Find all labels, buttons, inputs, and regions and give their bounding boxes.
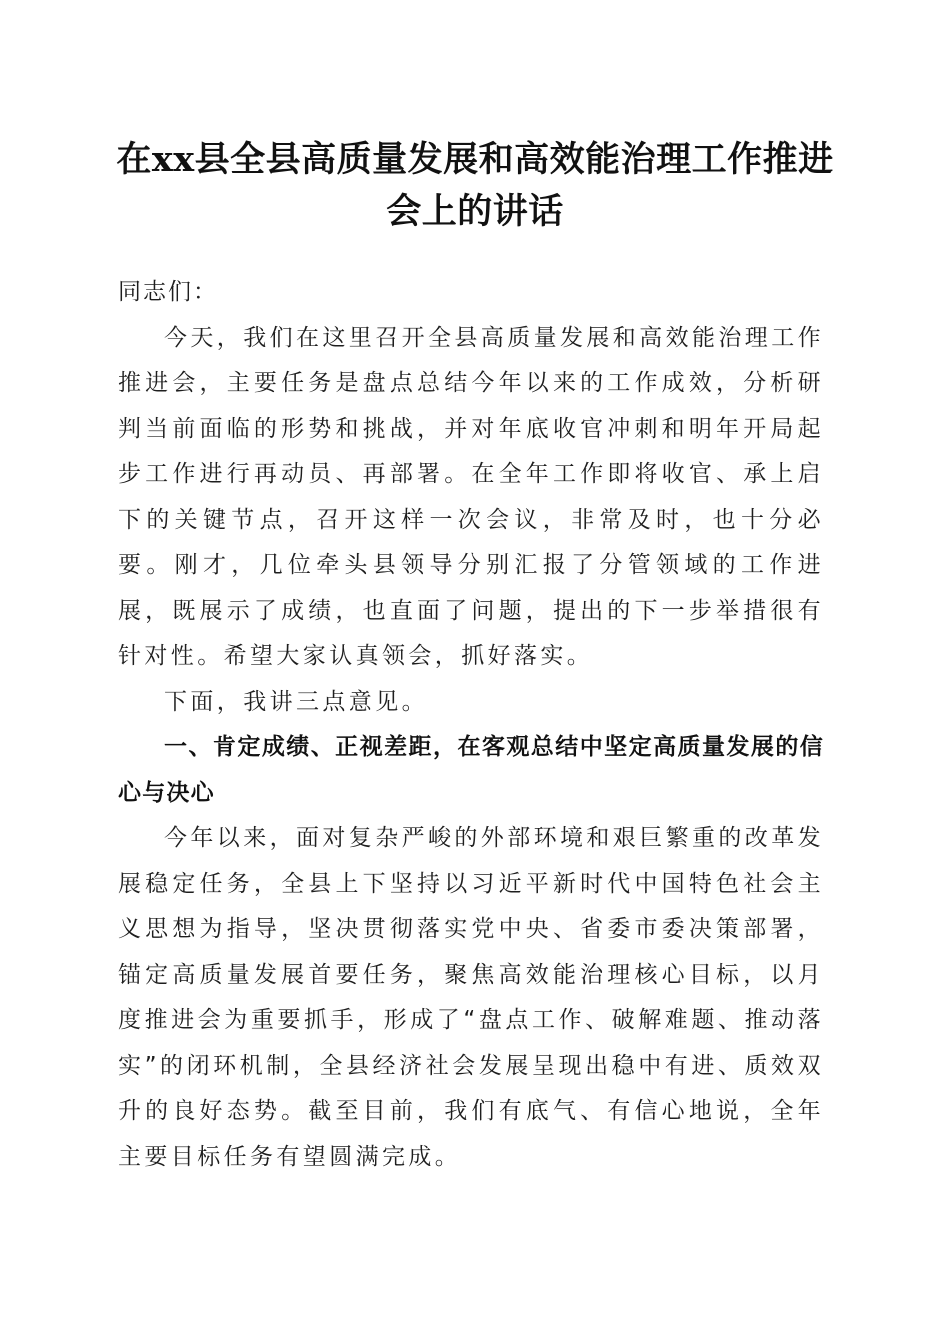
section-paragraph: 今年以来，面对复杂严峻的外部环境和艰巨繁重的改革发展稳定任务，全县上下坚持以习近平新时代中国特色社会主义思想为指导，坚决贯彻落实党中央、省委市委决策部署，锚定高质量发展首要任务，聚焦高效能治理核心目标，以月度推进会为重要抓手，形成了“盘点工作、破解难题、推动落实”的闭环机制，全县经济社会发展呈现出稳中有进、质效双升的良好态势。截至目前，我们有底气、有信心地说，全年主要目标任务有望圆满完成。 <box>118 825 824 1170</box>
transition-paragraph: 下面，我讲三点意见。 <box>164 688 428 715</box>
section-heading: 一、肯定成绩、正视差距，在客观总结中坚定高质量发展的信心与决心 <box>118 734 824 806</box>
document-body <box>118 270 824 1180</box>
salutation: 同志们： <box>118 279 218 305</box>
opening-paragraph: 今天，我们在这里召开全县高质量发展和高效能治理工作推进会，主要任务是盘点总结今年以来的工作成效，分析研判当前面临的形势和挑战，并对年底收官冲刺和明年开局起步工作进行再动员、再部署。在全年工作即将收官、承上启下的关键节点，召开这样一次会议，非常及时，也十分必要。刚才，几位牵头县领导分别汇报了分管领域的工作进展，既展示了成绩，也直面了问题，提出的下一步举措很有针对性。希望大家认真领会，抓好落实。 <box>118 324 824 669</box>
document-title: 在xx县全县高质量发展和高效能治理工作推进会上的讲话 <box>116 139 834 232</box>
